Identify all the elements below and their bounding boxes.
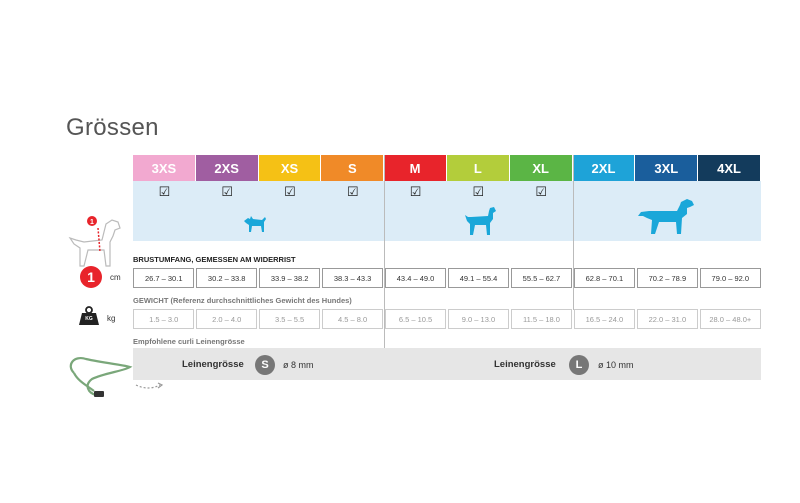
measure-dog-icon — [66, 214, 126, 270]
checkbox-icon: ☑ — [346, 184, 359, 199]
chest-cell: 70.2 – 78.9 — [637, 268, 698, 288]
size-label-m: M — [384, 155, 447, 181]
size-label-2xl: 2XL — [573, 155, 636, 181]
leash-badge-small: S — [255, 355, 275, 375]
weight-icon-label: KG — [85, 316, 93, 322]
weight-cell: 11.5 – 18.0 — [511, 309, 572, 329]
weight-icon — [78, 306, 100, 326]
checkbox-icon — [698, 181, 761, 203]
size-label-4xl: 4XL — [698, 155, 761, 181]
size-header-row — [133, 155, 761, 181]
leash-label-small: Leinengrösse — [182, 359, 244, 370]
weight-cell: 1.5 – 3.0 — [133, 309, 194, 329]
chest-header: BRUSTUMFANG, GEMESSEN AM WIDERRIST — [133, 255, 296, 264]
weight-cell: 4.5 – 8.0 — [322, 309, 383, 329]
chest-cell: 49.1 – 55.4 — [448, 268, 509, 288]
weight-cell: 9.0 – 13.0 — [448, 309, 509, 329]
size-label-3xs: 3XS — [133, 155, 196, 181]
svg-text:1: 1 — [90, 219, 94, 226]
chest-unit: cm — [110, 273, 121, 282]
chest-cell: 43.4 – 49.0 — [385, 268, 446, 288]
size-label-3xl: 3XL — [635, 155, 698, 181]
weight-header: GEWICHT (Referenz durchschnittliches Gewicht des Hundes) — [133, 296, 352, 305]
weight-cell: 3.5 – 5.5 — [259, 309, 320, 329]
chest-cell: 30.2 – 33.8 — [196, 268, 257, 288]
page-title: Grössen — [66, 114, 159, 141]
leash-badge-large: L — [569, 355, 589, 375]
dog-large-icon — [637, 196, 699, 238]
checkbox-icon: ☑ — [409, 184, 422, 199]
checkbox-icon: ☑ — [221, 184, 234, 199]
chest-cell: 62.8 – 70.1 — [574, 268, 635, 288]
weight-cell: 28.0 – 48.0+ — [700, 309, 761, 329]
checkbox-icon: ☑ — [472, 184, 485, 199]
weight-cell: 22.0 – 31.0 — [637, 309, 698, 329]
leash-diameter-small: ø 8 mm — [283, 360, 314, 370]
weight-row — [133, 309, 761, 329]
size-label-xs: XS — [259, 155, 322, 181]
checkbox-icon — [573, 181, 636, 203]
chest-cell: 33.9 – 38.2 — [259, 268, 320, 288]
leash-diameter-large: ø 10 mm — [598, 360, 634, 370]
size-label-l: L — [447, 155, 510, 181]
dog-small-icon — [240, 212, 270, 234]
dog-medium-icon — [463, 205, 499, 237]
weight-cell: 16.5 – 24.0 — [574, 309, 635, 329]
size-label-xl: XL — [510, 155, 573, 181]
checkbox-icon: ☑ — [158, 184, 171, 199]
leash-header: Empfohlene curli Leinengrösse — [133, 337, 245, 346]
chest-marker: 1 — [80, 266, 102, 288]
chest-cell: 26.7 – 30.1 — [133, 268, 194, 288]
size-label-2xs: 2XS — [196, 155, 259, 181]
leash-label-large: Leinengrösse — [494, 359, 556, 370]
size-label-s: S — [321, 155, 384, 181]
weight-cell: 6.5 – 10.5 — [385, 309, 446, 329]
checkbox-icon: ☑ — [535, 184, 547, 199]
weight-unit: kg — [107, 314, 116, 323]
chest-cell: 79.0 – 92.0 — [700, 268, 761, 288]
checkbox-icon: ☑ — [284, 184, 296, 199]
chest-cell: 38.3 – 43.3 — [322, 268, 383, 288]
weight-cell: 2.0 – 4.0 — [196, 309, 257, 329]
chest-row — [133, 268, 761, 288]
chest-cell: 55.5 – 62.7 — [511, 268, 572, 288]
